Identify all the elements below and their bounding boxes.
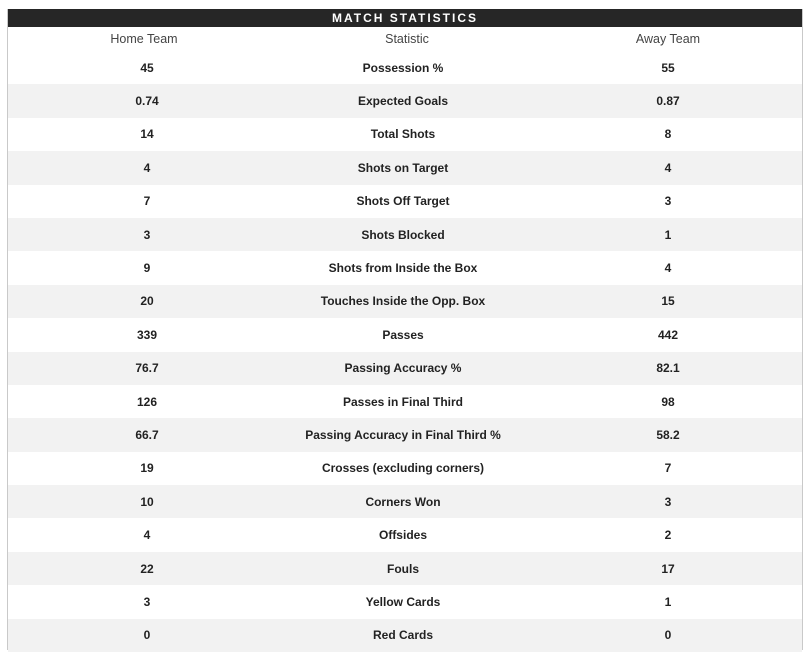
home-value: 20 <box>140 294 154 309</box>
table-row <box>8 619 802 652</box>
table-row <box>8 352 802 385</box>
match-statistics-table <box>7 9 803 650</box>
statistic-label: Corners Won <box>365 494 441 509</box>
statistic-label: Offsides <box>378 528 427 543</box>
header-row <box>8 27 802 51</box>
away-value: 8 <box>664 127 672 142</box>
table-row <box>8 485 802 518</box>
away-value: 1 <box>664 594 672 609</box>
away-value: 58.2 <box>656 427 680 442</box>
away-value: 55 <box>661 60 675 75</box>
statistic-label: Passes in Final Third <box>342 394 464 409</box>
table-row <box>8 118 802 151</box>
home-value: 0 <box>143 628 151 643</box>
home-value: 76.7 <box>135 361 159 376</box>
table-row <box>8 585 802 618</box>
statistic-label: Passing Accuracy % <box>344 361 462 376</box>
home-value: 3 <box>143 594 151 609</box>
home-value: 4 <box>143 528 151 543</box>
away-value: 3 <box>664 494 672 509</box>
table-row <box>8 385 802 418</box>
statistic-label: Total Shots <box>370 127 436 142</box>
home-value: 0.74 <box>135 94 159 109</box>
away-value: 442 <box>657 327 679 342</box>
table-row <box>8 51 802 84</box>
statistic-label: Passing Accuracy in Final Third % <box>305 427 501 442</box>
statistic-label: Yellow Cards <box>365 594 441 609</box>
table-title: MATCH STATISTICS <box>8 9 802 27</box>
statistic-label: Red Cards <box>372 628 434 643</box>
table-row <box>8 452 802 485</box>
home-value: 45 <box>140 60 154 75</box>
away-value: 3 <box>664 194 672 209</box>
home-value: 4 <box>143 160 151 175</box>
home-value: 3 <box>143 227 151 242</box>
statistic-label: Shots Off Target <box>356 194 450 209</box>
statistic-label: Possession % <box>362 60 444 75</box>
home-value: 10 <box>140 494 154 509</box>
away-value: 1 <box>664 227 672 242</box>
away-value: 4 <box>664 160 672 175</box>
table-row <box>8 318 802 351</box>
away-value: 17 <box>661 561 675 576</box>
table-row <box>8 518 802 551</box>
home-value: 7 <box>143 194 151 209</box>
table-row <box>8 218 802 251</box>
table-row <box>8 185 802 218</box>
away-value: 4 <box>664 261 672 276</box>
statistic-label: Crosses (excluding corners) <box>321 461 485 476</box>
away-value: 82.1 <box>656 361 680 376</box>
statistic-label: Shots on Target <box>357 160 449 175</box>
header-statistic: Statistic <box>385 32 429 46</box>
home-value: 14 <box>140 127 154 142</box>
home-value: 22 <box>140 561 154 576</box>
table-row <box>8 552 802 585</box>
away-value: 0.87 <box>656 94 680 109</box>
home-value: 9 <box>143 261 151 276</box>
table-body <box>8 51 802 652</box>
away-value: 2 <box>664 528 672 543</box>
home-value: 66.7 <box>135 427 159 442</box>
statistic-label: Shots from Inside the Box <box>328 261 478 276</box>
table-row <box>8 151 802 184</box>
table-row <box>8 285 802 318</box>
home-value: 339 <box>136 327 158 342</box>
statistic-label: Touches Inside the Opp. Box <box>320 294 486 309</box>
table-row <box>8 251 802 284</box>
away-value: 15 <box>661 294 675 309</box>
table-row <box>8 418 802 451</box>
table-row <box>8 84 802 117</box>
away-value: 7 <box>664 461 672 476</box>
statistic-label: Shots Blocked <box>361 227 445 242</box>
away-value: 0 <box>664 628 672 643</box>
home-value: 19 <box>140 461 154 476</box>
home-value: 126 <box>136 394 158 409</box>
statistic-label: Expected Goals <box>357 94 449 109</box>
statistic-label: Passes <box>382 327 424 342</box>
header-away-team: Away Team <box>635 32 701 46</box>
statistic-label: Fouls <box>387 561 419 576</box>
away-value: 98 <box>661 394 675 409</box>
header-home-team: Home Team <box>110 32 178 46</box>
